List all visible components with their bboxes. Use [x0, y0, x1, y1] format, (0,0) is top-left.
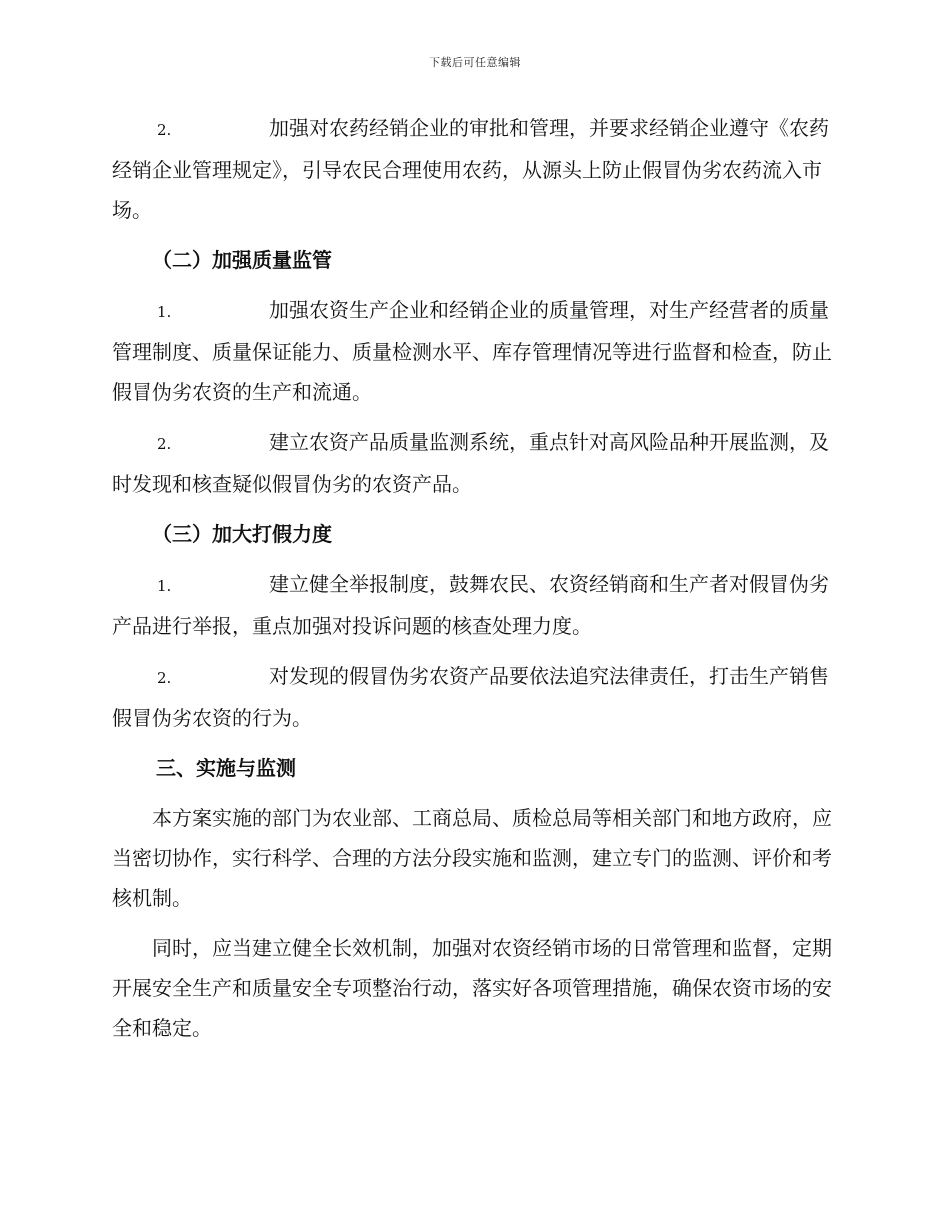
body-paragraph: 本方案实施的部门为农业部、工商总局、质检总局等相关部门和地方政府，应当密切协作，实行科学、合理的方法分段实施和监测，建立专门的监测、评价和考核机制。 [112, 806, 832, 910]
section-heading: （三）加大打假力度 [152, 522, 332, 546]
list-item [112, 422, 836, 504]
list-item-number: 1. [157, 577, 172, 595]
list-item-text: 建立健全举报制度，鼓舞农民、农资经销商和生产者对假冒伪劣产品进行举报，重点加强对投诉问题的核查处理力度。 [112, 572, 829, 638]
section-heading: （二）加强质量监管 [152, 248, 332, 272]
list-item-text: 加强农资生产企业和经销企业的质量管理，对生产经营者的质量管理制度、质量保证能力、质量检测水平、库存管理情况等进行监督和检查，防止假冒伪劣农资的生产和流通。 [112, 298, 832, 404]
list-item-number: 2. [157, 435, 172, 453]
list-item-text: 加强对农药经销企业的审批和管理，并要求经销企业遵守《农药经销企业管理规定》，引导农民合理使用农药，从源头上防止假冒伪劣农药流入市场。 [112, 116, 829, 222]
list-item [112, 108, 836, 230]
list-item [112, 656, 836, 738]
list-item-number: 1. [157, 303, 172, 321]
list-item [112, 564, 836, 646]
list-item-text: 建立农资产品质量监测系统，重点针对高风险品种开展监测，及时发现和核查疑似假冒伪劣的农资产品。 [112, 430, 829, 496]
document-body [112, 108, 836, 1058]
body-paragraph: 同时，应当建立健全长效机制，加强对农资经销市场的日常管理和监督，定期开展安全生产和质量安全专项整治行动，落实好各项管理措施，确保农资市场的安全和稳定。 [112, 936, 832, 1040]
list-item-text: 对发现的假冒伪劣农资产品要依法追究法律责任，打击生产销售假冒伪劣农资的行为。 [112, 664, 829, 730]
chapter-heading: 三、实施与监测 [156, 756, 296, 780]
list-item-number: 2. [157, 121, 172, 139]
list-item [112, 290, 836, 412]
page-header: 下载后可任意编辑 [429, 56, 521, 69]
list-item-number: 2. [157, 669, 172, 687]
